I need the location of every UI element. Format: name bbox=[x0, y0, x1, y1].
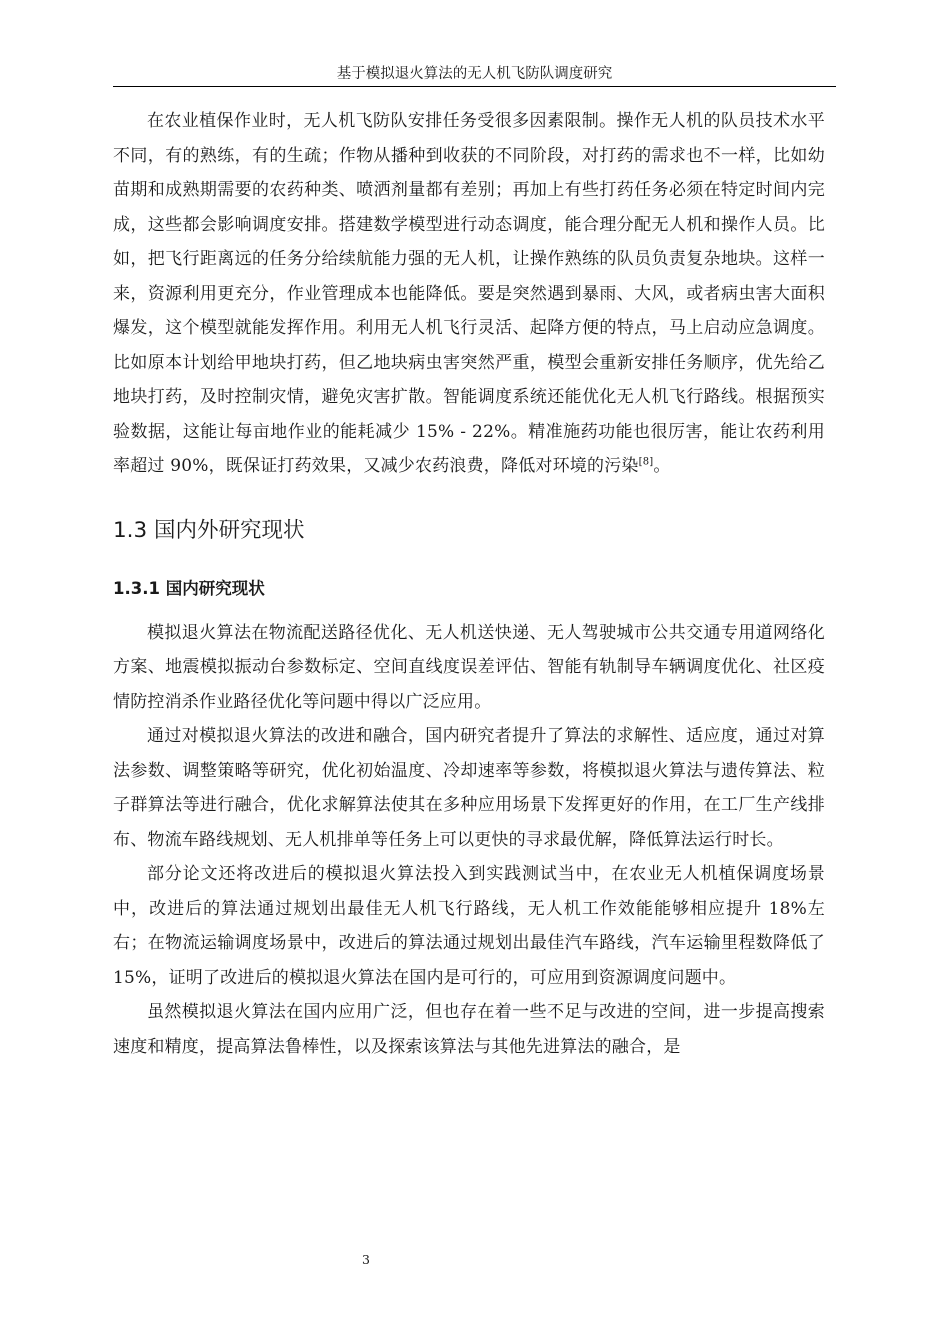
paragraph-practical-tests: 部分论文还将改进后的模拟退火算法投入到实践测试当中，在农业无人机植保调度场景中，改进后的算法通过规划出最佳无人机飞行路线，无人机工作效能能够相应提升 18%左右；在物流运输调度场景中，改进后的算法通过规划出最佳汽车路线，汽车运输里程数降低了 15%，证明了改进后的模拟退火算法在国内是可行的，可应用到资源调度问题中。 bbox=[113, 864, 825, 988]
page-number: 3 bbox=[362, 1252, 370, 1267]
running-header: 基于模拟退火算法的无人机飞防队调度研究 bbox=[113, 62, 836, 87]
paragraph-text: 在农业植保作业时，无人机飞防队安排任务受很多因素限制。操作无人机的队员技术水平不同，有的熟练，有的生疏；作物从播种到收获的不同阶段，对打药的需求也不一样，比如幼苗期和成熟期需要的农药种类、喷洒剂量都有差别；再加上有些打药任务必须在特定时间内完成，这些都会影响调度安排。搭建数学模型进行动态调度，能合理分配无人机和操作人员。比如，把飞行距离远的任务分给续航能力强的无人机，让操作熟练的队员负责复杂地块。这样一来，资源利用更充分，作业管理成本也能降低。要是突然遇到暴雨、大风，或者病虫害大面积爆发，这个模型就能发挥作用。利用无人机飞行灵活、起降方便的特点，马上启动应急调度。比如原本计划给甲地块打药，但乙地块病虫害突然严重，模型会重新安排任务顺序，优先给乙地块打药，及时控制灾情，避免灾害扩散。智能调度系统还能优化无人机飞行路线。根据预实验数据，这能让每亩地作业的能耗减少 15% - 22%。精准施药功能也很厉害，能让农药利用率超过 90%，既保证打药效果，又减少农药浪费，降低对环境的污染 bbox=[113, 111, 825, 476]
paragraph-end-punctuation: 。 bbox=[653, 456, 671, 476]
subsection-heading: 1.3.1 国内研究现状 bbox=[113, 578, 265, 598]
paragraph-applications: 模拟退火算法在物流配送路径优化、无人机送快递、无人驾驶城市公共交通专用道网络化方案、地震模拟振动台参数标定、空间直线度误差评估、智能有轨制导车辆调度优化、社区疫情防控消杀作业路径优化等问题中得以广泛应用。 bbox=[113, 622, 825, 712]
paragraph-limitations: 虽然模拟退火算法在国内应用广泛，但也存在着一些不足与改进的空间，进一步提高搜索速度和精度，提高算法鲁棒性，以及探索该算法与其他先进算法的融合，是 bbox=[113, 1002, 825, 1057]
section-heading: 1.3 国内外研究现状 bbox=[113, 517, 305, 543]
paragraph-improvements: 通过对模拟退火算法的改进和融合，国内研究者提升了算法的求解性、适应度，通过对算法参数、调整策略等研究，优化初始温度、冷却速率等参数，将模拟退火算法与遗传算法、粒子群算法等进行融合，优化求解算法使其在多种应用场景下发挥更好的作用，在工厂生产线排布、物流车路线规划、无人机排单等任务上可以更快的寻求最优解，降低算法运行时长。 bbox=[113, 726, 825, 850]
paragraph-application-background bbox=[113, 104, 825, 484]
page-content bbox=[113, 104, 825, 1064]
citation-marker: [8] bbox=[638, 456, 654, 468]
